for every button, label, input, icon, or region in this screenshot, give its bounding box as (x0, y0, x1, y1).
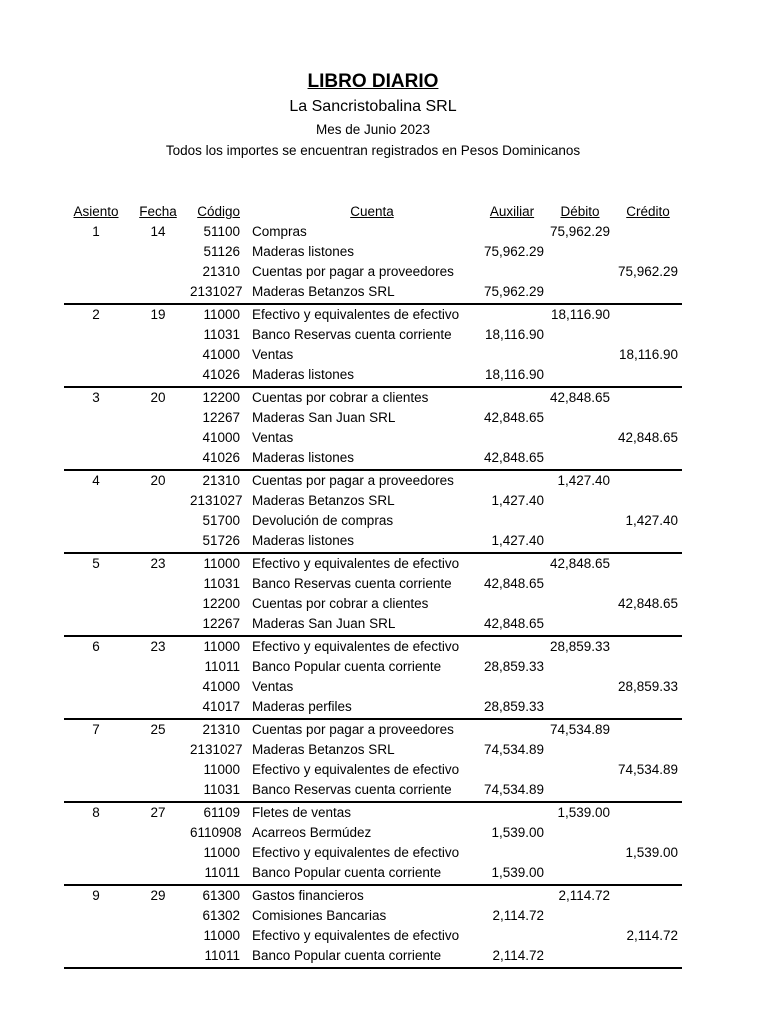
account-name: Efectivo y equivalentes de efectivo (252, 307, 460, 322)
debit-amount: 42,848.65 (549, 556, 610, 571)
table-row (64, 262, 682, 282)
entry-date: 29 (150, 888, 166, 903)
journal-entry (64, 388, 682, 471)
auxiliary-amount: 28,859.33 (483, 659, 544, 674)
account-code: 2131027 (190, 493, 243, 508)
account-name: Efectivo y equivalentes de efectivo (252, 845, 460, 860)
account-name: Maderas listones (252, 533, 355, 548)
account-name: Maderas San Juan SRL (252, 616, 396, 631)
auxiliary-amount: 75,962.29 (483, 284, 544, 299)
table-row (64, 574, 682, 594)
entry-number: 8 (92, 805, 100, 820)
table-row (64, 428, 682, 448)
entry-number: 6 (92, 639, 100, 654)
entry-date: 19 (150, 307, 166, 322)
auxiliary-amount: 42,848.65 (483, 616, 544, 631)
table-row (64, 365, 682, 385)
account-code: 41000 (202, 679, 240, 694)
auxiliary-amount: 74,534.89 (483, 782, 544, 797)
account-name: Banco Popular cuenta corriente (252, 948, 442, 963)
entry-number: 4 (92, 473, 100, 488)
credit-amount: 75,962.29 (617, 264, 678, 279)
entry-date: 14 (150, 224, 166, 239)
account-name: Maderas listones (252, 367, 355, 382)
account-code: 11011 (204, 865, 240, 880)
account-code: 12200 (202, 596, 240, 611)
account-code: 41000 (202, 347, 240, 362)
debit-amount: 18,116.90 (550, 307, 610, 322)
account-name: Gastos financieros (252, 888, 364, 903)
account-name: Maderas Betanzos SRL (252, 493, 395, 508)
table-row (64, 345, 682, 365)
auxiliary-amount: 1,539.00 (491, 865, 544, 880)
entry-date: 23 (150, 556, 166, 571)
auxiliary-amount: 1,539.00 (491, 825, 544, 840)
journal-entry (64, 720, 682, 803)
table-row (64, 448, 682, 468)
account-code: 41000 (202, 430, 240, 445)
auxiliary-amount: 1,427.40 (491, 533, 544, 548)
entry-number: 5 (92, 556, 100, 571)
currency-note: Todos los importes se encuentran registrados en Pesos Dominicanos (165, 143, 581, 158)
header-asiento: Asiento (73, 204, 119, 219)
account-name: Banco Reservas cuenta corriente (252, 782, 452, 797)
table-row (64, 408, 682, 428)
header-debito: Débito (560, 204, 600, 219)
account-code: 11000 (203, 639, 240, 654)
table-row (64, 531, 682, 551)
account-code: 21310 (202, 722, 240, 737)
table-row (64, 222, 682, 242)
account-code: 21310 (202, 264, 240, 279)
entry-date: 27 (150, 805, 166, 820)
document-title: LIBRO DIARIO (307, 71, 439, 92)
table-row (64, 843, 682, 863)
account-code: 11000 (203, 556, 240, 571)
document-header (0, 70, 746, 161)
credit-amount: 42,848.65 (617, 430, 678, 445)
table-row (64, 906, 682, 926)
auxiliary-amount: 18,116.90 (484, 327, 544, 342)
account-name: Efectivo y equivalentes de efectivo (252, 928, 460, 943)
account-code: 11000 (203, 845, 240, 860)
account-code: 41026 (202, 450, 240, 465)
auxiliary-amount: 18,116.90 (484, 367, 544, 382)
journal-entry (64, 554, 682, 637)
header-credito: Crédito (626, 204, 670, 219)
account-name: Comisiones Bancarias (252, 908, 387, 923)
account-code: 11011 (204, 948, 240, 963)
account-code: 61109 (203, 805, 240, 820)
entry-number: 7 (92, 722, 100, 737)
account-name: Maderas San Juan SRL (252, 410, 396, 425)
account-name: Maderas Betanzos SRL (252, 284, 395, 299)
entry-date: 25 (150, 722, 166, 737)
entry-date: 20 (150, 390, 166, 405)
account-name: Devolución de compras (252, 513, 394, 528)
debit-amount: 2,114.72 (558, 888, 610, 903)
account-name: Compras (252, 224, 307, 239)
table-row (64, 946, 682, 966)
account-name: Banco Reservas cuenta corriente (252, 327, 452, 342)
journal-entry (64, 222, 682, 305)
account-name: Cuentas por pagar a proveedores (252, 722, 454, 737)
table-row (64, 282, 682, 302)
entry-number: 9 (92, 888, 100, 903)
debit-amount: 75,962.29 (549, 224, 610, 239)
debit-amount: 42,848.65 (549, 390, 610, 405)
auxiliary-amount: 42,848.65 (483, 576, 544, 591)
account-code: 2131027 (190, 284, 243, 299)
table-row (64, 471, 682, 491)
auxiliary-amount: 75,962.29 (483, 244, 544, 259)
account-name: Ventas (252, 679, 294, 694)
journal-entry (64, 471, 682, 554)
credit-amount: 18,116.90 (618, 347, 678, 362)
account-code: 51726 (202, 533, 240, 548)
account-code: 12267 (202, 616, 240, 631)
table-row (64, 780, 682, 800)
journal-entry (64, 637, 682, 720)
account-code: 51126 (203, 244, 240, 259)
account-name: Efectivo y equivalentes de efectivo (252, 639, 460, 654)
credit-amount: 1,539.00 (625, 845, 678, 860)
account-name: Cuentas por cobrar a clientes (252, 596, 429, 611)
account-name: Cuentas por pagar a proveedores (252, 264, 454, 279)
journal-table (64, 202, 682, 969)
table-row (64, 511, 682, 531)
journal-entry (64, 886, 682, 969)
debit-amount: 74,534.89 (549, 722, 610, 737)
table-row (64, 637, 682, 657)
account-code: 51700 (202, 513, 240, 528)
table-row (64, 863, 682, 883)
table-row (64, 614, 682, 634)
entry-number: 3 (92, 390, 100, 405)
auxiliary-amount: 42,848.65 (483, 450, 544, 465)
account-code: 21310 (202, 473, 240, 488)
account-name: Efectivo y equivalentes de efectivo (252, 762, 460, 777)
credit-amount: 42,848.65 (617, 596, 678, 611)
credit-amount: 28,859.33 (617, 679, 678, 694)
account-code: 11031 (203, 782, 240, 797)
account-code: 2131027 (190, 742, 243, 757)
auxiliary-amount: 42,848.65 (483, 410, 544, 425)
table-row (64, 388, 682, 408)
credit-amount: 1,427.40 (625, 513, 678, 528)
journal-entries (64, 222, 682, 969)
account-code: 11011 (204, 659, 240, 674)
header-codigo: Código (197, 204, 240, 219)
header-fecha: Fecha (139, 204, 177, 219)
entry-date: 20 (150, 473, 166, 488)
account-code: 11031 (203, 576, 240, 591)
account-name: Ventas (252, 430, 294, 445)
table-row (64, 720, 682, 740)
auxiliary-amount: 28,859.33 (483, 699, 544, 714)
account-name: Cuentas por cobrar a clientes (252, 390, 429, 405)
account-name: Maderas listones (252, 244, 355, 259)
debit-amount: 1,427.40 (557, 473, 610, 488)
journal-entry (64, 803, 682, 886)
auxiliary-amount: 1,427.40 (491, 493, 544, 508)
entry-date: 23 (150, 639, 166, 654)
table-row (64, 325, 682, 345)
credit-amount: 74,534.89 (617, 762, 678, 777)
table-header-row (64, 202, 682, 222)
debit-amount: 1,539.00 (557, 805, 610, 820)
debit-amount: 28,859.33 (549, 639, 610, 654)
account-code: 12200 (202, 390, 240, 405)
account-name: Ventas (252, 347, 294, 362)
journal-entry (64, 305, 682, 388)
entry-number: 1 (92, 224, 100, 239)
account-name: Acarreos Bermúdez (252, 825, 372, 840)
entry-number: 2 (92, 307, 100, 322)
table-row (64, 886, 682, 906)
table-row (64, 594, 682, 614)
account-code: 11000 (203, 762, 240, 777)
account-code: 51100 (203, 224, 240, 239)
table-row (64, 803, 682, 823)
account-name: Fletes de ventas (252, 805, 352, 820)
account-code: 11000 (203, 928, 240, 943)
table-row (64, 760, 682, 780)
account-name: Cuentas por pagar a proveedores (252, 473, 454, 488)
table-row (64, 242, 682, 262)
table-row (64, 823, 682, 843)
account-code: 61302 (202, 908, 240, 923)
account-name: Maderas listones (252, 450, 355, 465)
table-row (64, 491, 682, 511)
table-row (64, 677, 682, 697)
auxiliary-amount: 2,114.72 (492, 908, 544, 923)
table-row (64, 740, 682, 760)
account-code: 41026 (202, 367, 240, 382)
table-row (64, 554, 682, 574)
account-code: 61300 (202, 888, 240, 903)
account-code: 41017 (202, 699, 240, 714)
table-row (64, 305, 682, 325)
account-code: 12267 (202, 410, 240, 425)
table-row (64, 697, 682, 717)
table-row (64, 657, 682, 677)
table-row (64, 926, 682, 946)
account-code: 11000 (203, 307, 240, 322)
account-name: Maderas Betanzos SRL (252, 742, 395, 757)
account-name: Maderas perfiles (252, 699, 352, 714)
period-label: Mes de Junio 2023 (315, 122, 431, 137)
account-name: Banco Popular cuenta corriente (252, 659, 442, 674)
account-code: 11031 (203, 327, 240, 342)
account-name: Banco Reservas cuenta corriente (252, 576, 452, 591)
auxiliary-amount: 74,534.89 (483, 742, 544, 757)
account-name: Banco Popular cuenta corriente (252, 865, 442, 880)
company-name: La Sancristobalina SRL (289, 98, 457, 115)
account-name: Efectivo y equivalentes de efectivo (252, 556, 460, 571)
auxiliary-amount: 2,114.72 (492, 948, 544, 963)
header-cuenta: Cuenta (350, 204, 394, 219)
header-auxiliar: Auxiliar (489, 204, 535, 219)
account-code: 6110908 (190, 825, 242, 840)
credit-amount: 2,114.72 (626, 928, 678, 943)
